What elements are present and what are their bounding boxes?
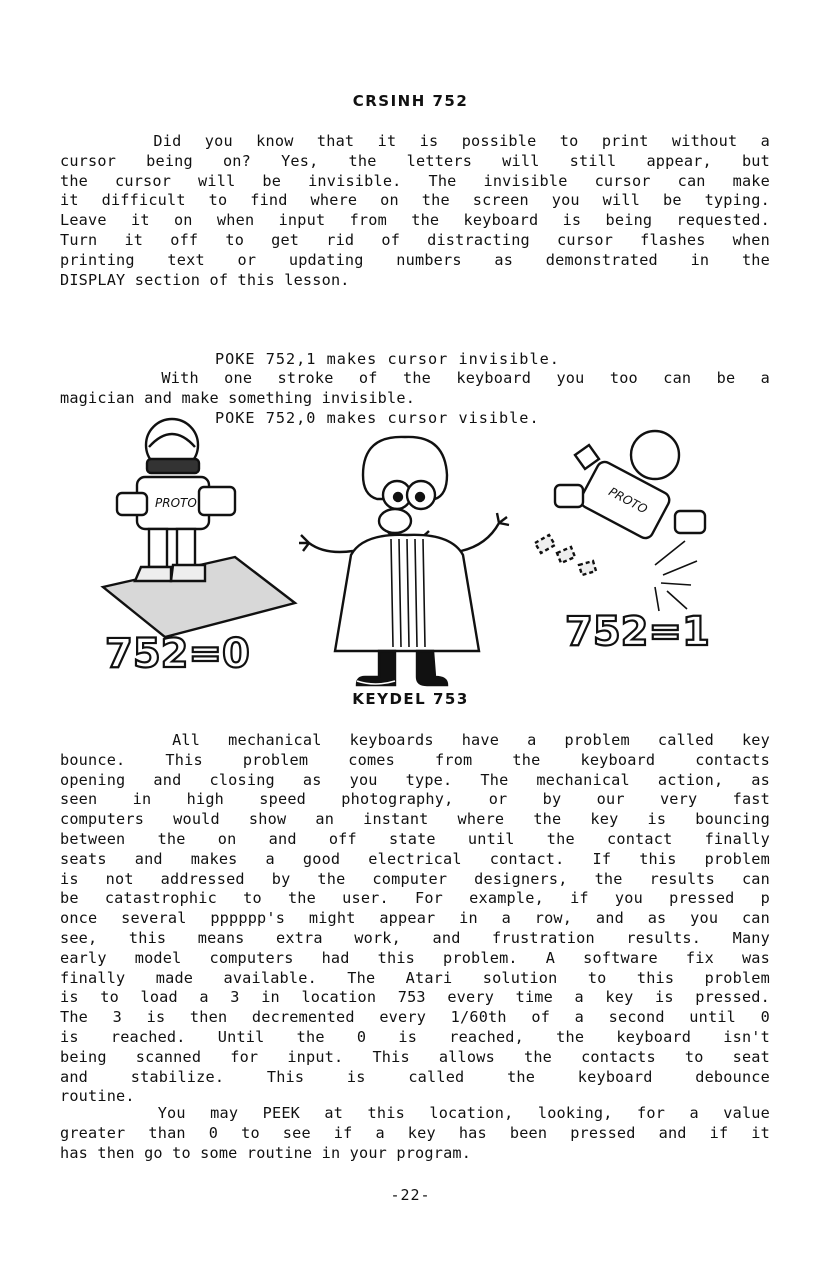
- paragraph-magician: [60, 369, 770, 409]
- text-line: magician and make something invisible.: [60, 388, 416, 407]
- text-line: Turn it off to get rid of distracting cursor flashes when: [60, 230, 770, 249]
- right-caption-752-1: 752=1: [565, 609, 710, 655]
- text-line: routine.: [60, 1087, 135, 1106]
- text-line: Did you know that it is possible to print without a: [60, 132, 770, 150]
- text-line: Leave it on when input from the keyboard is being requested.: [60, 211, 770, 230]
- text-line: it difficult to find where on the screen you will be typing.: [60, 191, 770, 210]
- paragraph-key-bounce: [60, 731, 770, 1107]
- text-line: once several pppppp's might appear in a row, and as you can: [60, 909, 770, 928]
- left-robot-label: PROTO: [155, 496, 197, 510]
- magician: [299, 437, 509, 685]
- text-line: the cursor will be invisible. The invisible cursor can make: [60, 171, 770, 190]
- text-line: opening and closing as you type. The mechanical action, as: [60, 770, 770, 789]
- right-robot-label: PROTO: [606, 484, 650, 517]
- section-heading-keydel: KEYDEL 753: [352, 690, 469, 708]
- text-line: With one stroke of the keyboard you too can be a: [60, 369, 770, 387]
- vanishing-trail: [535, 535, 596, 575]
- text-line: seats and makes a good electrical contact. If this problem: [60, 849, 770, 868]
- text-line: cursor being on? Yes, the letters will still appear, but: [60, 151, 770, 170]
- text-line: see, this means extra work, and frustration results. Many: [60, 928, 770, 947]
- right-robot-invisible: [535, 431, 705, 611]
- text-line: printing text or updating numbers as demonstrated in the: [60, 250, 770, 269]
- robot-head-tilted: [631, 431, 679, 479]
- text-line: has then go to some routine in your program.: [60, 1143, 472, 1162]
- paragraph-peek: [60, 1104, 770, 1163]
- text-line: finally made available. The Atari solution to this problem: [60, 968, 770, 987]
- text-line: DISPLAY section of this lesson.: [60, 270, 350, 289]
- text-line: You may PEEK at this location, looking, for a value: [60, 1104, 770, 1122]
- text-line: greater than 0 to see if a key has been pressed and if it: [60, 1123, 770, 1142]
- text-line: The 3 is then decremented every 1/60th of a second until 0: [60, 1008, 770, 1027]
- magician-robot-illustration: [95, 415, 735, 690]
- text-line: is not addressed by the computer designers, the results can: [60, 869, 770, 888]
- paragraph-cursor-intro: [60, 132, 770, 290]
- text-line: is to load a 3 in location 753 every time a key is pressed.: [60, 988, 770, 1007]
- page-number: -22-: [390, 1186, 431, 1204]
- text-line: bounce. This problem comes from the keyboard contacts: [60, 750, 770, 769]
- code-line-invisible: POKE 752,1 makes cursor invisible.: [215, 349, 560, 368]
- text-line: is reached. Until the 0 is reached, the keyboard isn't: [60, 1027, 770, 1046]
- code-line-visible: POKE 752,0 makes cursor visible.: [215, 408, 540, 427]
- section-heading-crsinh: CRSINH 752: [352, 92, 469, 110]
- text-line: All mechanical keyboards have a problem called key: [60, 731, 770, 749]
- text-line: and stabilize. This is called the keyboard debounce: [60, 1067, 770, 1086]
- sparkle-lines: [655, 541, 697, 611]
- text-line: early model computers had this problem. A software fix was: [60, 948, 770, 967]
- text-line: computers would show an instant where the key is bouncing: [60, 810, 770, 829]
- text-line: seen in high speed photography, or by our very fast: [60, 790, 770, 809]
- text-line: be catastrophic to the user. For example, if you pressed p: [60, 889, 770, 908]
- left-caption-752-0: 752=0: [105, 631, 250, 677]
- left-robot-visible: [103, 419, 295, 637]
- text-line: between the on and off state until the contact finally: [60, 829, 770, 848]
- text-line: being scanned for input. This allows the contacts to seat: [60, 1047, 770, 1066]
